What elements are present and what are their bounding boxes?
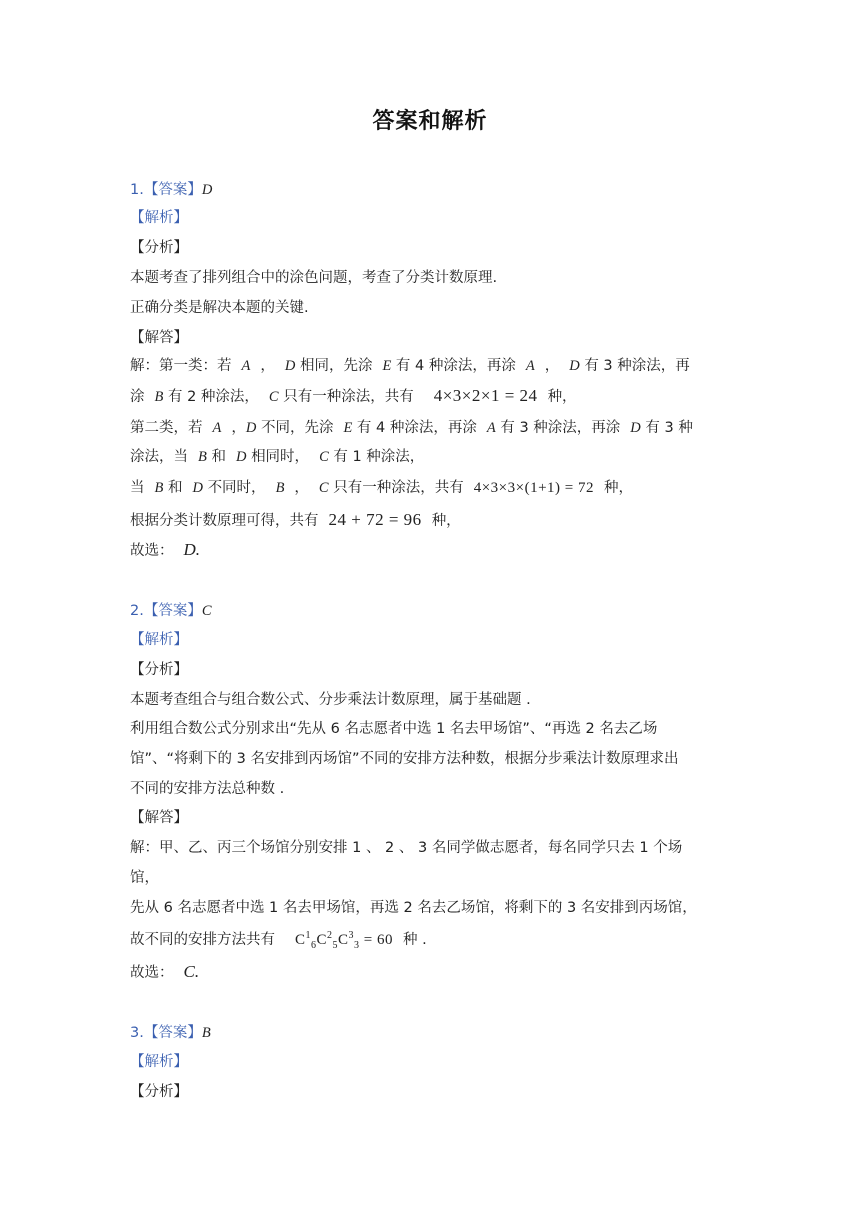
answer-label: 【答案】 <box>143 182 202 198</box>
text: 涂法，当 <box>130 449 188 465</box>
text: 相同时， <box>251 449 310 465</box>
q1-solution-line-3: 第二类，若 A ，D 不同，先涂 E 有 4 种涂法，再涂 A 有 3 种涂法，再涂 D 有 3 种 <box>130 420 693 436</box>
combination-expr: $C^1_6C^2_5C^3_3 = 60$ <box>295 930 394 951</box>
q2-solution-line-2: 馆， <box>130 870 159 886</box>
math-expr: 24 + 72 = 96 <box>328 510 422 529</box>
answer-label: 【答案】 <box>143 1025 202 1041</box>
q2-solution-line-1: 解：甲、乙、丙三个场馆分别安排 1 、 2 、 3 名同学做志愿者，每名同学只去 1 个场 <box>130 840 683 856</box>
text: 种， <box>604 480 633 496</box>
q2-final-line <box>130 962 730 983</box>
q2-number: 2. <box>130 603 144 619</box>
q2-solution-label: 【解答】 <box>130 810 188 826</box>
q1-solution-line-6 <box>130 510 730 531</box>
q3-answer-line <box>130 1023 730 1043</box>
q1-final-line <box>130 540 730 561</box>
answer-label: 【答案】 <box>143 603 202 619</box>
q2-answer: C <box>201 603 212 619</box>
q1-analysis-label: 【分析】 <box>130 240 188 256</box>
q1-analysis-line-2: 正确分类是解决本题的关键. <box>130 300 309 316</box>
q2-analysis-line-4: 不同的安排方法总种数 . <box>130 781 285 797</box>
text: 有 4 种涂法，再涂 <box>356 420 477 436</box>
q1-answer-line <box>130 180 730 200</box>
q2-answer-line <box>130 601 730 621</box>
text: 种， <box>547 389 577 405</box>
text: 只有一种涂法，共有 <box>333 480 464 496</box>
text: 有 1 种涂法， <box>333 449 425 465</box>
text: 有 3 种涂法，再 <box>584 358 690 374</box>
text: 当 <box>130 480 145 496</box>
text: 有 2 种涂法， <box>167 389 259 405</box>
chosen-label: 故选： <box>130 965 174 981</box>
q2-analysis-line-1: 本题考查组合与组合数公式、分步乘法计数原理，属于基础题 . <box>130 692 531 708</box>
q1-answer: D <box>201 182 213 198</box>
text: 种 . <box>403 932 427 948</box>
q3-number: 3. <box>130 1025 144 1041</box>
q1-solution-line-2: 涂 B 有 2 种涂法， C 只有一种涂法，共有 4×3×2×1 = 24 种， <box>130 386 577 405</box>
math-expr: 4×3×2×1 = 24 <box>433 386 538 405</box>
q2-solution-line-3: 先从 6 名志愿者中选 1 名去甲场馆，再选 2 名去乙场馆，将剩下的 3 名安排到丙场馆， <box>130 900 697 916</box>
text: 和 <box>211 449 226 465</box>
text: 只有一种涂法，共有 <box>283 389 414 405</box>
text: 不同，先涂 <box>260 420 334 436</box>
page-title: 答案和解析 <box>372 109 488 134</box>
q1-solution-label: 【解答】 <box>130 330 188 346</box>
text: 有 3 种涂法，再涂 <box>500 420 621 436</box>
math-expr: 4×3×3×(1+1) = 72 <box>473 480 594 496</box>
text: 有 3 种 <box>645 420 693 436</box>
text: 不同时， <box>207 480 266 496</box>
q3-answer: B <box>201 1025 211 1041</box>
q1-solution-line-4: 涂法，当 B 和 D 相同时， C 有 1 种涂法， <box>130 449 425 465</box>
text: 相同，先涂 <box>299 358 373 374</box>
text: 故不同的安排方法共有 <box>130 932 275 948</box>
q1-final: D. <box>183 540 201 559</box>
text: 有 4 种涂法，再涂 <box>395 358 516 374</box>
q2-solution-line-4 <box>130 930 730 950</box>
text: 第二类，若 <box>130 420 203 436</box>
q3-explain-label: 【解析】 <box>130 1054 188 1070</box>
text: 和 <box>167 480 183 496</box>
chosen-label: 故选： <box>130 543 174 559</box>
q2-analysis-line-2: 利用组合数公式分别求出“先从 6 名志愿者中选 1 名去甲场馆”、“再选 2 名去乙场 <box>130 721 658 737</box>
q1-explain-label: 【解析】 <box>130 210 188 226</box>
text: 解：第一类：若 <box>130 358 232 374</box>
q2-explain-label: 【解析】 <box>130 632 188 648</box>
text: 种， <box>431 513 461 529</box>
q1-solution-line-5: 当 B 和 D 不同时， B ， C 只有一种涂法，共有 4×3×3×(1+1) = 72 种， <box>130 480 633 496</box>
q2-analysis-label: 【分析】 <box>130 662 188 678</box>
q2-analysis-line-3: 馆”、“将剩下的 3 名安排到丙场馆”不同的安排方法种数，根据分步乘法计数原理求出 <box>130 751 679 767</box>
q1-solution-line-1: 解：第一类：若 A ， D 相同，先涂 E 有 4 种涂法，再涂 A ， D 有 3 种涂法，再 <box>130 358 690 374</box>
q1-number: 1. <box>130 182 144 198</box>
text: 根据分类计数原理可得，共有 <box>130 513 319 529</box>
q2-final: C. <box>183 962 200 981</box>
q1-analysis-line-1: 本题考查了排列组合中的涂色问题，考查了分类计数原理. <box>130 270 498 286</box>
text: 涂 <box>130 389 145 405</box>
q3-analysis-label: 【分析】 <box>130 1084 188 1100</box>
